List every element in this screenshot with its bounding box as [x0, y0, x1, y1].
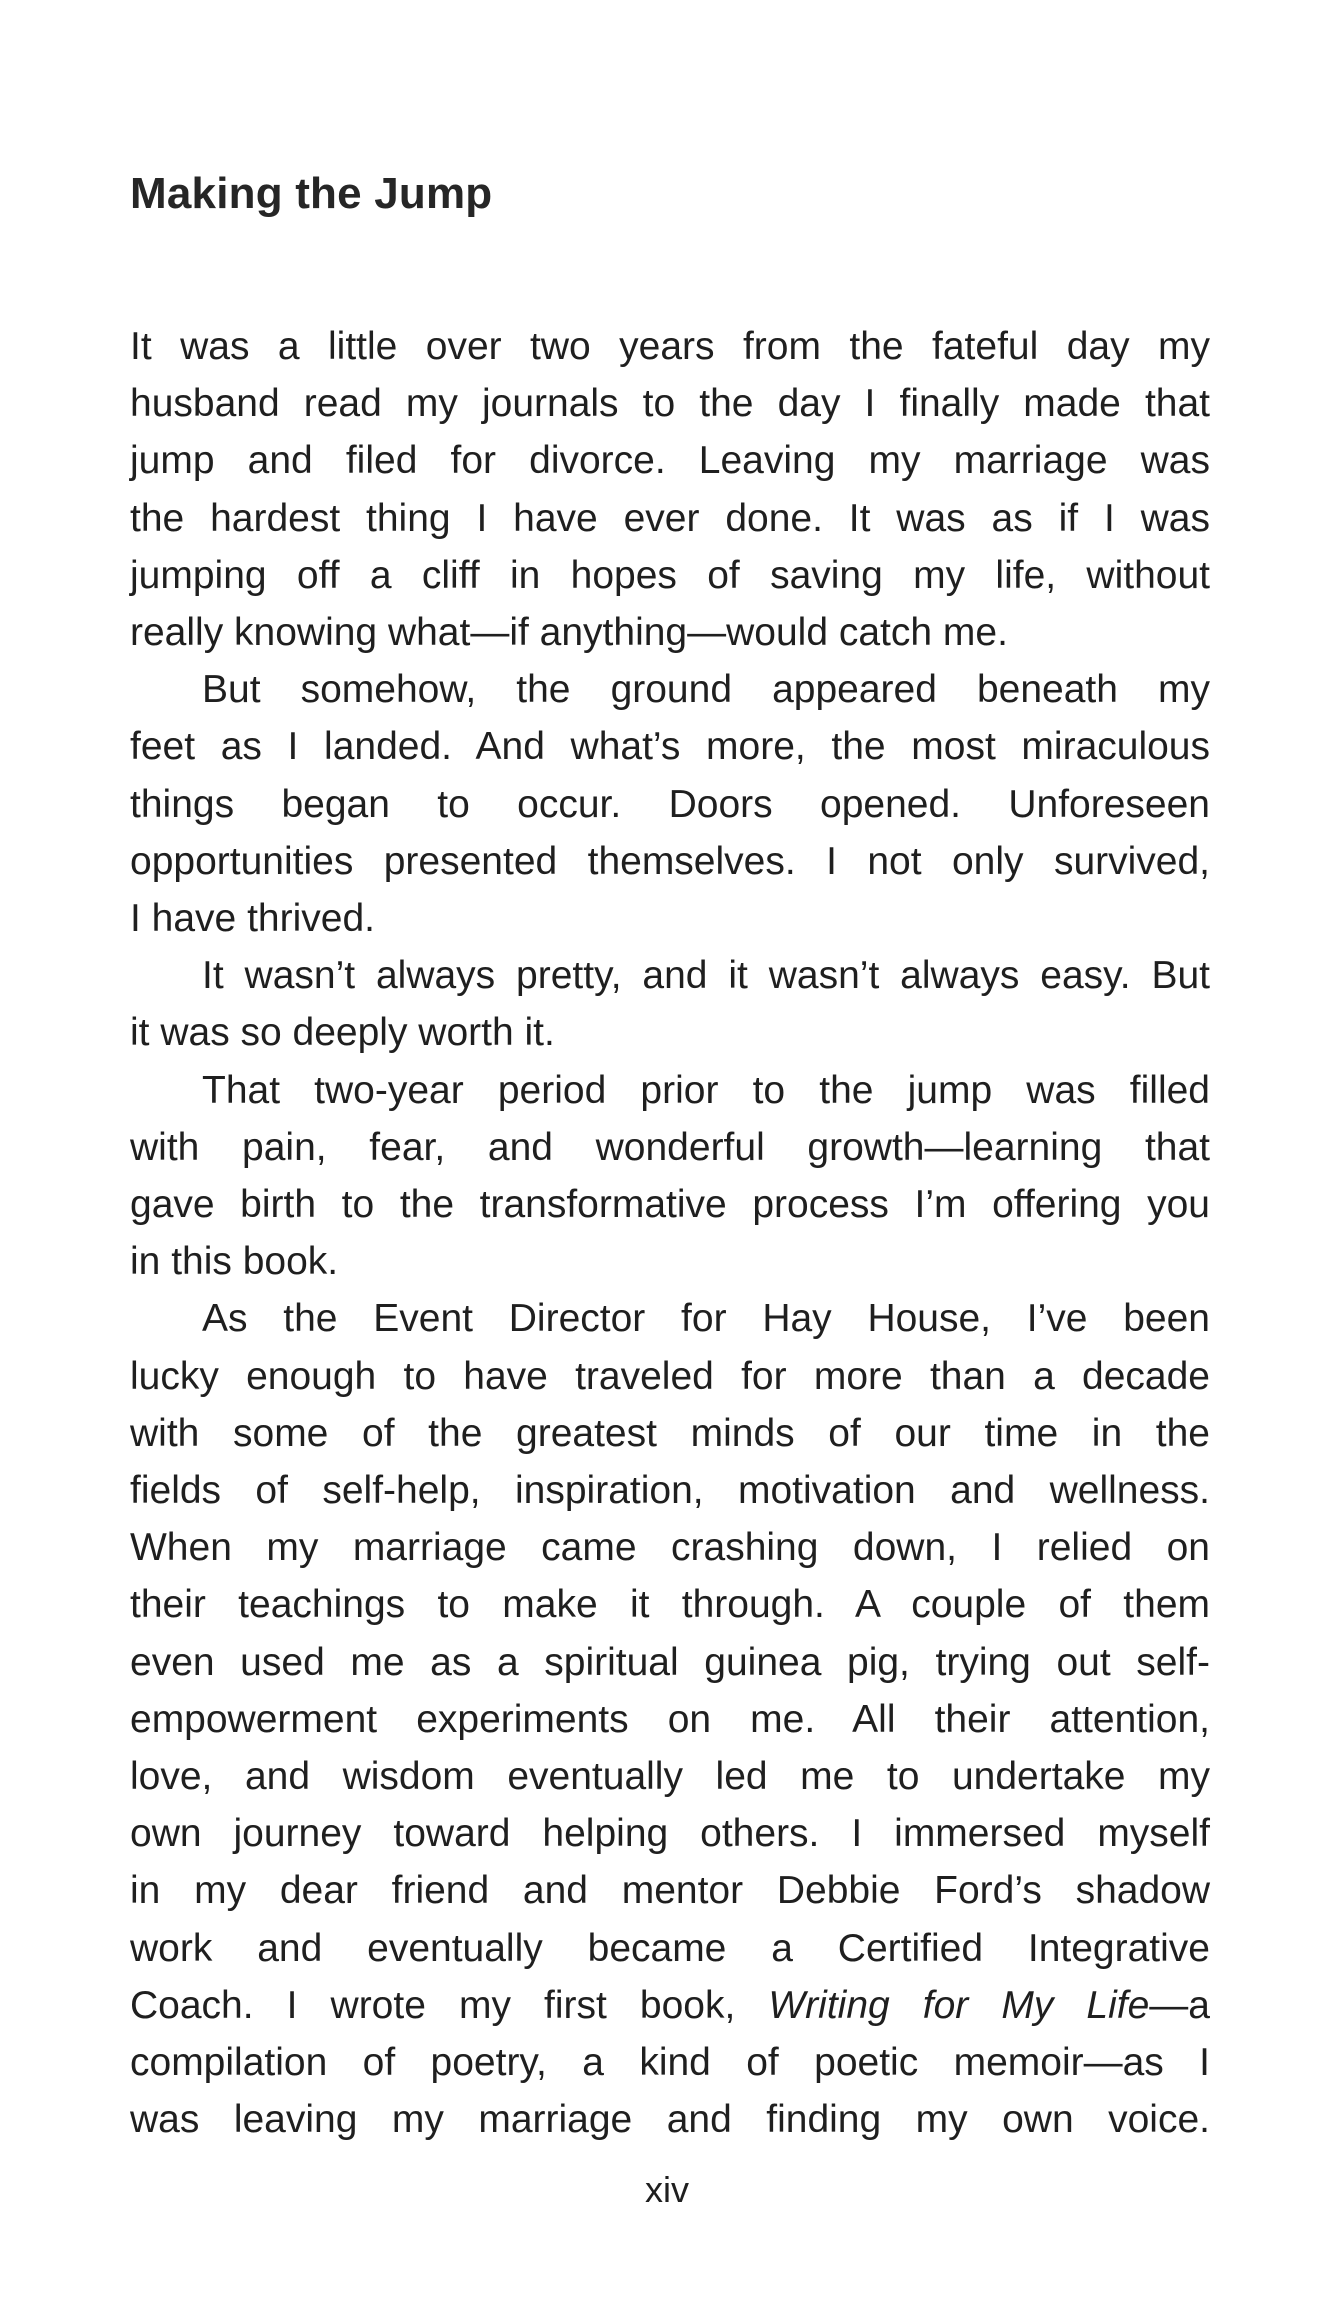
- text-line: own journey toward helping others. I immersed myself: [130, 1812, 1210, 1856]
- text-line: in my dear friend and mentor Debbie Ford’s shadow: [130, 1869, 1210, 1913]
- text-line: things began to occur. Doors opened. Unforeseen: [130, 782, 1210, 826]
- text-line: That two-year period prior to the jump was filled: [202, 1068, 1210, 1112]
- text-line: with pain, fear, and wonderful growth—learning that: [130, 1125, 1210, 1169]
- text-line: empowerment experiments on me. All their attention,: [130, 1697, 1210, 1741]
- text-line: really knowing what—if anything—would catch me.: [130, 611, 1008, 655]
- page-number: xiv: [645, 2169, 689, 2210]
- text-line: opportunities presented themselves. I not only survived,: [130, 839, 1210, 883]
- book-title: Writing for My Life: [768, 1983, 1150, 2027]
- text-line: husband read my journals to the day I finally made that: [130, 382, 1210, 426]
- text-line: was leaving my marriage and finding my own voice.: [130, 2098, 1210, 2142]
- paragraph-3: [130, 947, 1210, 1061]
- text-line: When my marriage came crashing down, I relied on: [130, 1526, 1210, 1570]
- paragraph-2: [130, 661, 1210, 947]
- body-text: [130, 318, 1210, 2149]
- text-line: love, and wisdom eventually led me to undertake my: [130, 1755, 1210, 1799]
- text-line: It was a little over two years from the fateful day my: [130, 325, 1210, 368]
- text-line: lucky enough to have traveled for more than a decade: [130, 1354, 1210, 1398]
- text-line: jump and filed for divorce. Leaving my marriage was: [130, 439, 1210, 483]
- text-line: feet as I landed. And what’s more, the most miraculous: [130, 725, 1210, 769]
- text-line: their teachings to make it through. A couple of them: [130, 1583, 1210, 1627]
- text-line-with-title: [130, 1977, 1210, 2034]
- text-line: fields of self-help, inspiration, motivation and wellness.: [130, 1469, 1210, 1513]
- text-line: compilation of poetry, a kind of poetic memoir—as I: [130, 2041, 1210, 2085]
- text-line: gave birth to the transformative process I’m offering you: [130, 1183, 1210, 1227]
- text-line: the hardest thing I have ever done. It was as if I was: [130, 496, 1210, 540]
- section-heading: Making the Jump: [130, 169, 493, 218]
- paragraph-4: [130, 1062, 1210, 1291]
- text-line: I have thrived.: [130, 897, 375, 941]
- paragraph-1: [130, 318, 1210, 661]
- text-line: it was so deeply worth it.: [130, 1011, 555, 1055]
- text-line: in this book.: [130, 1240, 339, 1284]
- text-segment: Coach. I wrote my first book,: [130, 1983, 769, 2027]
- text-line: It wasn’t always pretty, and it wasn’t always easy. But: [202, 954, 1210, 998]
- paragraph-5: [130, 1290, 1210, 2148]
- text-segment: —a: [1149, 1983, 1210, 2027]
- text-line: But somehow, the ground appeared beneath my: [202, 668, 1210, 712]
- text-line: jumping off a cliff in hopes of saving my life, without: [130, 553, 1210, 597]
- text-line: As the Event Director for Hay House, I’ve been: [202, 1297, 1210, 1341]
- text-line: with some of the greatest minds of our time in the: [130, 1411, 1210, 1455]
- text-line: even used me as a spiritual guinea pig, trying out self-: [130, 1640, 1210, 1684]
- text-line: work and eventually became a Certified Integrative: [130, 1926, 1210, 1970]
